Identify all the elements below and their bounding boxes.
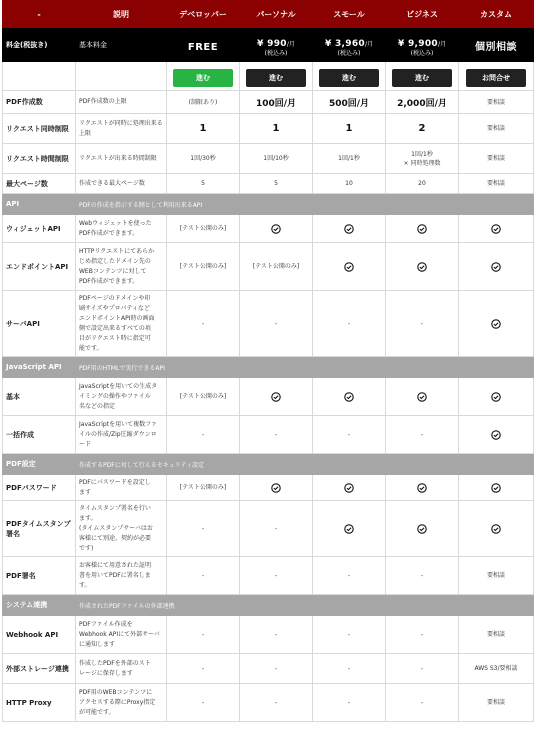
cell-check	[459, 378, 534, 416]
desc-line: Webhook APIにて外部サーバ	[79, 630, 160, 638]
check-icon	[491, 519, 501, 529]
table-row	[3, 501, 534, 557]
desc-line: レージに保存します	[79, 669, 133, 677]
price-developer	[167, 28, 240, 62]
cell-dash: -	[313, 616, 386, 654]
price-small	[313, 28, 386, 62]
check-icon	[417, 478, 427, 488]
check-icon	[271, 387, 281, 397]
section-desc: 作成されたPDFファイルの外部連携	[76, 595, 534, 616]
cell-value: [テスト公開のみ]	[167, 243, 240, 291]
section-label: JavaScript API	[3, 357, 76, 378]
row-label: 最大ページ数	[3, 174, 76, 194]
desc-line: に通知します	[79, 640, 116, 648]
desc-line: 刷サイズやプロパティなど	[79, 304, 151, 312]
cell-dash: -	[240, 557, 313, 595]
check-icon	[271, 478, 281, 488]
row-desc: リクエストが同時に処理出来る上限	[76, 114, 167, 144]
row-label: リクエスト同時制限	[3, 114, 76, 144]
row-label: リクエスト時間制限	[3, 144, 76, 174]
section-header-javascript-api	[3, 357, 534, 378]
cell-dash: -	[240, 616, 313, 654]
section-desc: PDFの作成を指示する側として利用出来るAPI	[76, 194, 534, 215]
row-label: ウィジェットAPI	[3, 215, 76, 243]
check-icon	[344, 478, 354, 488]
proceed-button-developer[interactable]: 進む	[173, 69, 233, 87]
price-unit: /月	[437, 41, 446, 48]
cell-value-line: 1回/1秒	[411, 150, 433, 158]
desc-line: JavaScriptを用いて複数ファ	[79, 420, 157, 428]
header-plan-custom: カスタム	[459, 1, 534, 28]
cell-check	[386, 243, 459, 291]
check-icon	[417, 387, 427, 397]
cell-dash: -	[167, 416, 240, 454]
cell-check	[240, 378, 313, 416]
cell-check	[459, 243, 534, 291]
section-label: PDF設定	[3, 454, 76, 475]
row-label: PDF作成数	[3, 91, 76, 114]
row-label: エンドポイントAPI	[3, 243, 76, 291]
cell-value: [テスト公開のみ]	[167, 215, 240, 243]
table-row	[3, 144, 534, 174]
cell-dash: -	[313, 684, 386, 722]
cell-value: (制限あり)	[167, 91, 240, 114]
price-row	[3, 28, 534, 62]
price-personal	[240, 28, 313, 62]
row-desc	[76, 475, 167, 501]
desc-line: エンドポイントAPI時の画面	[79, 314, 155, 322]
cell-value: 1回/1秒	[313, 144, 386, 174]
table-row	[3, 91, 534, 114]
row-desc: リクエストが出来る時間制限	[76, 144, 167, 174]
check-icon	[491, 219, 501, 229]
proceed-button-personal[interactable]: 進む	[246, 69, 306, 87]
cell-dash: -	[386, 654, 459, 684]
cell-value: 要相談	[459, 684, 534, 722]
section-desc: 作成するPDFに対して行えるセキュリティ設定	[76, 454, 534, 475]
row-desc: 基本料金	[76, 28, 167, 62]
desc-line: JavaScriptを用いての生成タ	[79, 382, 158, 390]
cell-dash: -	[313, 291, 386, 357]
proceed-button-small[interactable]: 進む	[319, 69, 379, 87]
row-label: PDFパスワード	[3, 475, 76, 501]
desc-line: ード	[79, 440, 92, 448]
desc-line: 作成したPDFを外部のスト	[79, 659, 151, 667]
pricing-table	[2, 0, 534, 722]
cell-value: 1回/30秒	[167, 144, 240, 174]
desc-line: HTTPリクエストにてあらか	[79, 247, 155, 255]
cell-check	[313, 378, 386, 416]
cell-dash: -	[386, 684, 459, 722]
desc-line: お客様にて用意された証明	[79, 561, 152, 569]
row-label: サーバAPI	[3, 291, 76, 357]
table-row	[3, 557, 534, 595]
price-unit: /月	[286, 41, 295, 48]
desc-line: 側で設定出来るすべての項	[79, 324, 151, 332]
cell-check	[386, 475, 459, 501]
cell-check	[386, 215, 459, 243]
row-desc: 作成できる最大ページ数	[76, 174, 167, 194]
cell-dash: -	[240, 501, 313, 557]
check-icon	[417, 519, 427, 529]
cell-dash: -	[240, 684, 313, 722]
row-label: Webhook API	[3, 616, 76, 654]
cell-dash: -	[313, 557, 386, 595]
check-icon	[491, 425, 501, 435]
desc-line: PDFにパスワードを設定し	[79, 478, 151, 486]
table-header	[3, 1, 534, 28]
row-desc	[76, 616, 167, 654]
desc-line: アクセスする際にProxy指定	[79, 698, 156, 706]
price-unit: /月	[364, 41, 373, 48]
cell-value: 要相談	[459, 557, 534, 595]
price-value: ¥ 9,900	[398, 39, 438, 49]
cell-dash: -	[167, 616, 240, 654]
desc-line: です)	[79, 544, 94, 552]
cell-value: 1	[240, 114, 313, 144]
check-icon	[344, 219, 354, 229]
header-plan-developer: デベロッパー	[167, 1, 240, 28]
cell-value: 要相談	[459, 91, 534, 114]
desc-line: じめ指定したドメイン先の	[79, 257, 151, 265]
section-label: API	[3, 194, 76, 215]
price-consult: 個別相談	[475, 42, 517, 53]
row-desc	[76, 501, 167, 557]
cell-value: 1	[313, 114, 386, 144]
row-label: 外部ストレージ連携	[3, 654, 76, 684]
check-icon	[344, 519, 354, 529]
header-plan-small: スモール	[313, 1, 386, 28]
cell-check	[459, 291, 534, 357]
table-row	[3, 475, 534, 501]
table-row	[3, 114, 534, 144]
desc-line: 目がリクエスト時に指定可	[79, 334, 151, 342]
cell-dash: -	[240, 291, 313, 357]
cell-value: 2,000回/月	[386, 91, 459, 114]
price-business	[386, 28, 459, 62]
price-free: FREE	[187, 42, 219, 53]
table-row	[3, 654, 534, 684]
cell-check	[459, 475, 534, 501]
cell-check	[313, 501, 386, 557]
proceed-button-business[interactable]: 進む	[392, 69, 452, 87]
desc-line: PDF作成ができます。	[79, 277, 139, 285]
check-icon	[491, 387, 501, 397]
check-icon	[417, 257, 427, 267]
check-icon	[344, 387, 354, 397]
cell-check	[386, 378, 459, 416]
row-desc	[76, 416, 167, 454]
desc-line: タイムスタンプ署名を行い	[79, 504, 151, 512]
price-value: ¥ 990	[257, 39, 287, 49]
row-desc	[76, 654, 167, 684]
desc-line: 客様にて別途、契約が必要	[79, 534, 152, 542]
cell-check	[240, 475, 313, 501]
button-row	[3, 62, 534, 91]
price-tax: (税込み)	[337, 50, 361, 57]
check-icon	[344, 257, 354, 267]
desc-line: ます。	[79, 514, 97, 522]
cell-value: [テスト公開のみ]	[167, 475, 240, 501]
row-label: HTTP Proxy	[3, 684, 76, 722]
check-icon	[271, 219, 281, 229]
cell-value: 要相談	[459, 174, 534, 194]
cell-dash: -	[167, 654, 240, 684]
row-label: PDF署名	[3, 557, 76, 595]
table-row	[3, 243, 534, 291]
cell-value: 100回/月	[240, 91, 313, 114]
row-desc	[76, 684, 167, 722]
check-icon	[491, 314, 501, 324]
cell-check	[386, 501, 459, 557]
desc-line: PDFページのドメインや印	[79, 294, 151, 302]
cell-check	[459, 215, 534, 243]
row-desc: PDF作成数の上限	[76, 91, 167, 114]
desc-line: Webウィジェットを使った	[79, 219, 152, 227]
cell-dash: -	[240, 416, 313, 454]
table-row	[3, 215, 534, 243]
section-label: システム連携	[3, 595, 76, 616]
table-row	[3, 616, 534, 654]
cell-value: 20	[386, 174, 459, 194]
cell-check	[313, 475, 386, 501]
section-header-pdf-settings	[3, 454, 534, 475]
row-desc	[76, 378, 167, 416]
table-row	[3, 684, 534, 722]
desc-line: 書を用いてPDFに署名しま	[79, 571, 151, 579]
row-label: PDFタイムスタンプ署名	[3, 501, 76, 557]
cell-value: 要相談	[459, 616, 534, 654]
cell-value: 5	[240, 174, 313, 194]
cell-dash: -	[167, 291, 240, 357]
cell-check	[240, 215, 313, 243]
header-plan-business: ビジネス	[386, 1, 459, 28]
row-desc	[76, 215, 167, 243]
row-label: 基本	[3, 378, 76, 416]
cell-value: AWS S3/要相談	[459, 654, 534, 684]
cell-dash: -	[313, 416, 386, 454]
desc-line: ます	[79, 488, 92, 496]
desc-line: (タイムスタンプサーバはお	[79, 524, 153, 532]
check-icon	[491, 478, 501, 488]
desc-line: PDF作成ができます。	[79, 229, 139, 237]
cell-value: [テスト公開のみ]	[167, 378, 240, 416]
check-icon	[491, 257, 501, 267]
cell-value: 500回/月	[313, 91, 386, 114]
cell-check	[459, 416, 534, 454]
cell-dash: -	[313, 654, 386, 684]
desc-line: イミングの操作やファイル	[79, 392, 151, 400]
check-icon	[417, 219, 427, 229]
table-row	[3, 378, 534, 416]
desc-line: が可能です。	[79, 708, 115, 716]
cell-value-line: × 同時処理数	[403, 159, 441, 167]
cell-value	[386, 144, 459, 174]
desc-line: PDF用のWEBコンテンツに	[79, 688, 153, 696]
desc-line: す。	[79, 581, 91, 589]
contact-button[interactable]: お問合せ	[466, 69, 526, 87]
row-label: 一括作成	[3, 416, 76, 454]
table-row	[3, 291, 534, 357]
cell-dash: -	[386, 291, 459, 357]
cell-value: 5	[167, 174, 240, 194]
cell-dash: -	[167, 557, 240, 595]
row-label: 料金(税抜き)	[3, 28, 76, 62]
cell-check	[313, 215, 386, 243]
row-desc	[76, 243, 167, 291]
cell-value: 要相談	[459, 144, 534, 174]
row-desc	[76, 557, 167, 595]
header-cell: -	[3, 1, 76, 28]
cell-value: 1	[167, 114, 240, 144]
cell-dash: -	[167, 501, 240, 557]
cell-value: 要相談	[459, 114, 534, 144]
cell-dash: -	[386, 557, 459, 595]
price-tax: (税込み)	[264, 50, 288, 57]
cell-check	[459, 501, 534, 557]
price-custom	[459, 28, 534, 62]
desc-line: イルの作成/Zip圧縮ダウンロ	[79, 430, 157, 438]
header-plan-personal: パーソナル	[240, 1, 313, 28]
cell-check	[313, 243, 386, 291]
table-row	[3, 174, 534, 194]
desc-line: 名などの指定	[79, 402, 116, 410]
desc-line: WEBコンテンツに対して	[79, 267, 147, 275]
cell-value: 2	[386, 114, 459, 144]
price-tax: (税込み)	[410, 50, 434, 57]
section-header-system	[3, 595, 534, 616]
cell-value: 1回/10秒	[240, 144, 313, 174]
cell-dash: -	[167, 684, 240, 722]
cell-value: 10	[313, 174, 386, 194]
section-header-api	[3, 194, 534, 215]
cell-value: [テスト公開のみ]	[240, 243, 313, 291]
cell-dash: -	[386, 616, 459, 654]
price-value: ¥ 3,960	[325, 39, 365, 49]
table-row	[3, 416, 534, 454]
cell-dash: -	[240, 654, 313, 684]
section-desc: PDF用のHTMLで実行できるAPI	[76, 357, 534, 378]
cell-dash: -	[386, 416, 459, 454]
row-desc	[76, 291, 167, 357]
header-cell: 説明	[76, 1, 167, 28]
desc-line: PDFファイル作成を	[79, 620, 133, 628]
desc-line: 能です。	[79, 344, 103, 352]
